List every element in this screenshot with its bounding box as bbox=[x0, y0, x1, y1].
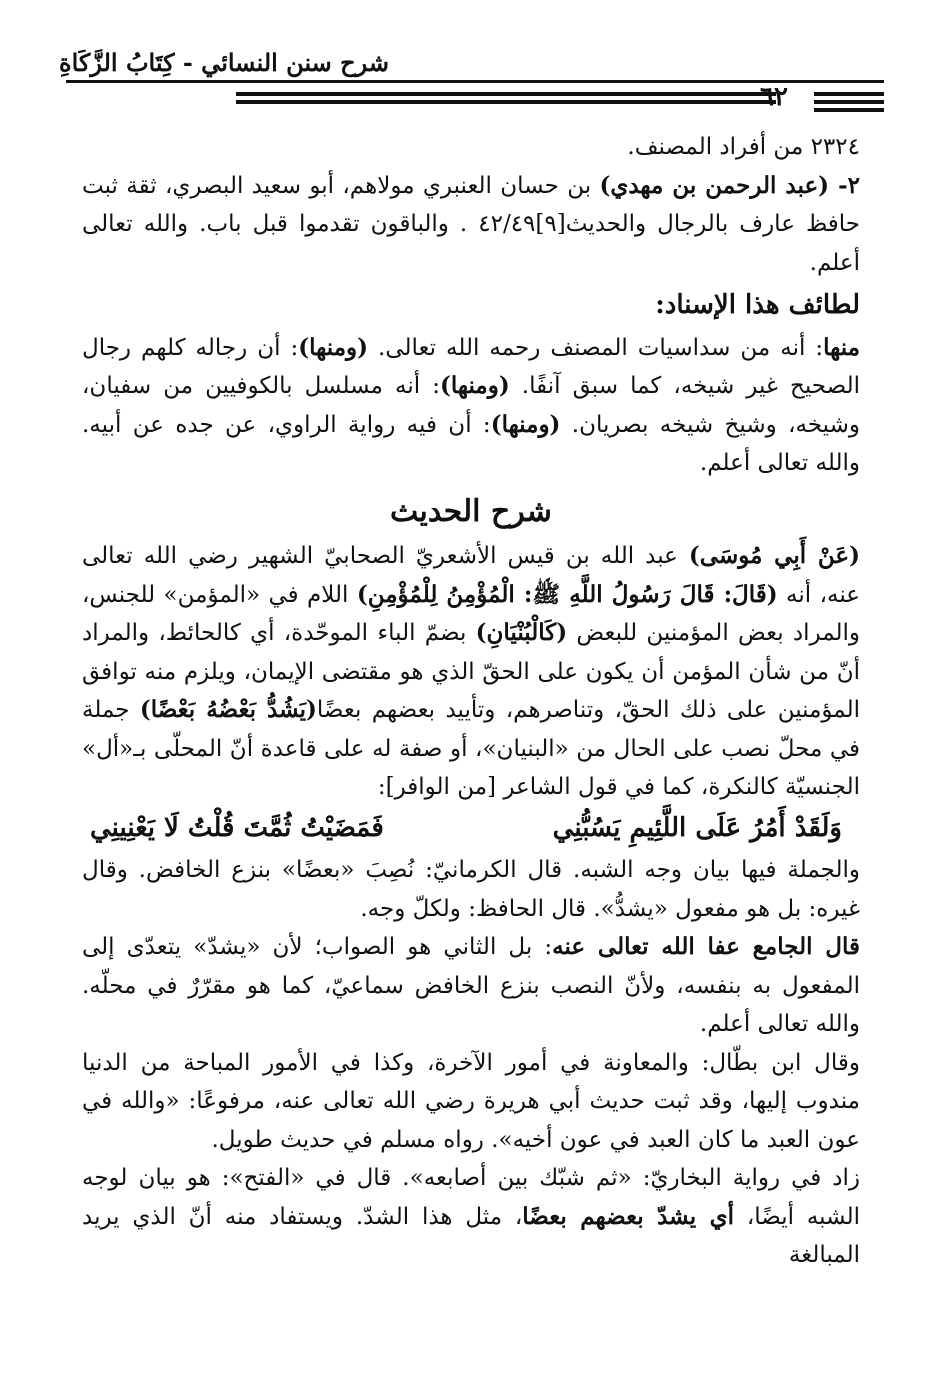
hadith-quote-4: (يَشُدُّ بَعْضُهُ بَعْضًا) bbox=[139, 696, 317, 723]
isnad-feature-text-1: : أنه من سداسيات المصنف رحمه الله تعالى. bbox=[368, 334, 824, 361]
poetry-hemistich-first: وَلَقَدْ أَمُرُ عَلَى اللَّئِيمِ يَسُبُّنِي bbox=[552, 812, 842, 843]
paragraph-grammar-text: والجملة فيها بيان وجه الشبه. قال الكرمانيّ: نُصِبَ «بعضًا» بنزع الخافض. وقال غيره: بل هو مفعول «يشدُّ». قال الحافظ: ولكلّ وجه. bbox=[82, 857, 860, 922]
paragraph-isnad-features bbox=[82, 329, 860, 483]
paragraph-ibn-battal-text: وقال ابن بطّال: والمعاونة في أمور الآخرة، وكذا في الأمور المباحة من الدنيا مندوب إليها، وقد ثبت حديث أبي هريرة رضي الله تعالى عنه، مرفوعًا: «والله في عون العبد ما كان العبد في عون أخيه». رواه مسلم في حديث طويل. bbox=[82, 1049, 860, 1153]
running-title: شرح سنن النسائي - كِتَابُ الزَّكَاةِ bbox=[59, 48, 389, 77]
page-body bbox=[82, 128, 860, 1275]
poetry-hemistich-second: فَمَضَيْتُ ثُمَّتَ قُلْتُ لَا يَعْنِينِي bbox=[90, 812, 384, 843]
paragraph-bukhari-addition bbox=[82, 1159, 860, 1275]
paragraph-1-text: ٢٣٢٤ من أفراد المصنف. bbox=[627, 134, 860, 160]
hadith-text-3: بضمّ الباء الموحّدة، أي كالحائط، والمراد أنّ من شأن المؤمن أن يكون على الحقّ الذي هو مقتضى الإيمان، ويلزم منه توافق المؤمنين على ذلك الحقّ، وتناصرهم، وتأييد بعضهم بعضًا bbox=[82, 620, 860, 723]
isnad-feature-label-3: (ومنها) bbox=[439, 372, 510, 399]
paragraph-ibn-battal bbox=[82, 1044, 860, 1160]
paragraph-narrator-2 bbox=[82, 167, 860, 283]
paragraph-grammar bbox=[82, 851, 860, 928]
paragraph-1 bbox=[82, 128, 860, 167]
paragraph-hadith-explanation bbox=[82, 537, 860, 807]
compiler-note-text: : بل الثاني هو الصواب؛ لأن «يشدّ» يتعدّى إلى المفعول به بنفسه، ولأنّ النصب بنزع الخافض سماعيّ، كما هو مقرّرٌ في محلّه. والله تعالى أعلم. bbox=[82, 934, 860, 1037]
page-number: ٦٢ bbox=[760, 82, 788, 112]
isnad-feature-text-4: : أن فيه رواية الراوي، عن جده عن أبيه. والله تعالى أعلم. bbox=[82, 411, 860, 476]
bukhari-text-2: ، مثل هذا الشدّ. ويستفاد منه أنّ الذي يريد المبالغة bbox=[82, 1203, 860, 1268]
isnad-feature-label-4: (ومنها) bbox=[490, 410, 561, 438]
paragraph-compiler-note bbox=[82, 928, 860, 1044]
narrator-details: بن حسان العنبري مولاهم، أبو سعيد البصري، ثقة ثبت حافظ عارف بالرجال والحديث[٩]٤٢/٤٩ . والباقون تقدموا قبل باب. والله تعالى أعلم. bbox=[82, 172, 860, 276]
bukhari-bold-phrase: أي يشدّ بعضهم بعضًا bbox=[522, 1202, 735, 1230]
hadith-text-4: جملة في محلّ نصب على الحال من «البنيان»، أو صفة له على قاعدة أنّ المحلّى بـ«أل» الجنسيّة كالنكرة، كما في قول الشاعر [من الوافر]: bbox=[82, 697, 860, 800]
hadith-text-1: عبد الله بن قيس الأشعريّ الصحابيّ الشهير رضي الله تعالى عنه، أنه bbox=[82, 543, 860, 608]
isnad-feature-text-3: : أنه مسلسل بالكوفيين من سفيان، وشيخه، وشيخ شيخه بصريان. bbox=[82, 373, 860, 438]
isnad-feature-text-2: : أن رجاله كلهم رجال الصحيح غير شيخه، كما سبق آنفًا. bbox=[82, 334, 860, 399]
compiler-note-label: قال الجامع عفا الله تعالى عنه bbox=[552, 933, 861, 960]
page-number-row bbox=[66, 84, 884, 118]
page-number-rule-left bbox=[236, 92, 776, 108]
narrator-name: ٢- (عبد الرحمن بن مهدي) bbox=[599, 171, 860, 199]
isnad-feature-label-1: منها bbox=[823, 333, 860, 361]
poetry-verse bbox=[82, 809, 860, 848]
heading-isnad-features: لطائف هذا الإسناد: bbox=[655, 290, 860, 320]
page-number-rule-right bbox=[814, 92, 884, 116]
bukhari-text-1: زاد في رواية البخاريّ: «ثم شبّك بين أصابعه». قال في «الفتح»: هو بيان لوجه الشبه أيضًا، bbox=[82, 1165, 861, 1230]
heading-hadith-explanation: شرح الحديث bbox=[390, 493, 552, 529]
hadith-quote-2: (قَالَ: قَالَ رَسُولُ اللَّهِ ﷺ: الْمُؤْمِنُ لِلْمُؤْمِنِ) bbox=[356, 580, 778, 608]
isnad-feature-label-2: (ومنها) bbox=[298, 333, 369, 361]
hadith-quote-1: (عَنْ أَبِي مُوسَى) bbox=[688, 542, 860, 569]
hadith-quote-3: (كَالْبُنْيَانِ) bbox=[475, 619, 568, 646]
hadith-text-2: اللام في «المؤمن» للجنس، والمراد بعض المؤمنين للبعض bbox=[82, 581, 861, 646]
